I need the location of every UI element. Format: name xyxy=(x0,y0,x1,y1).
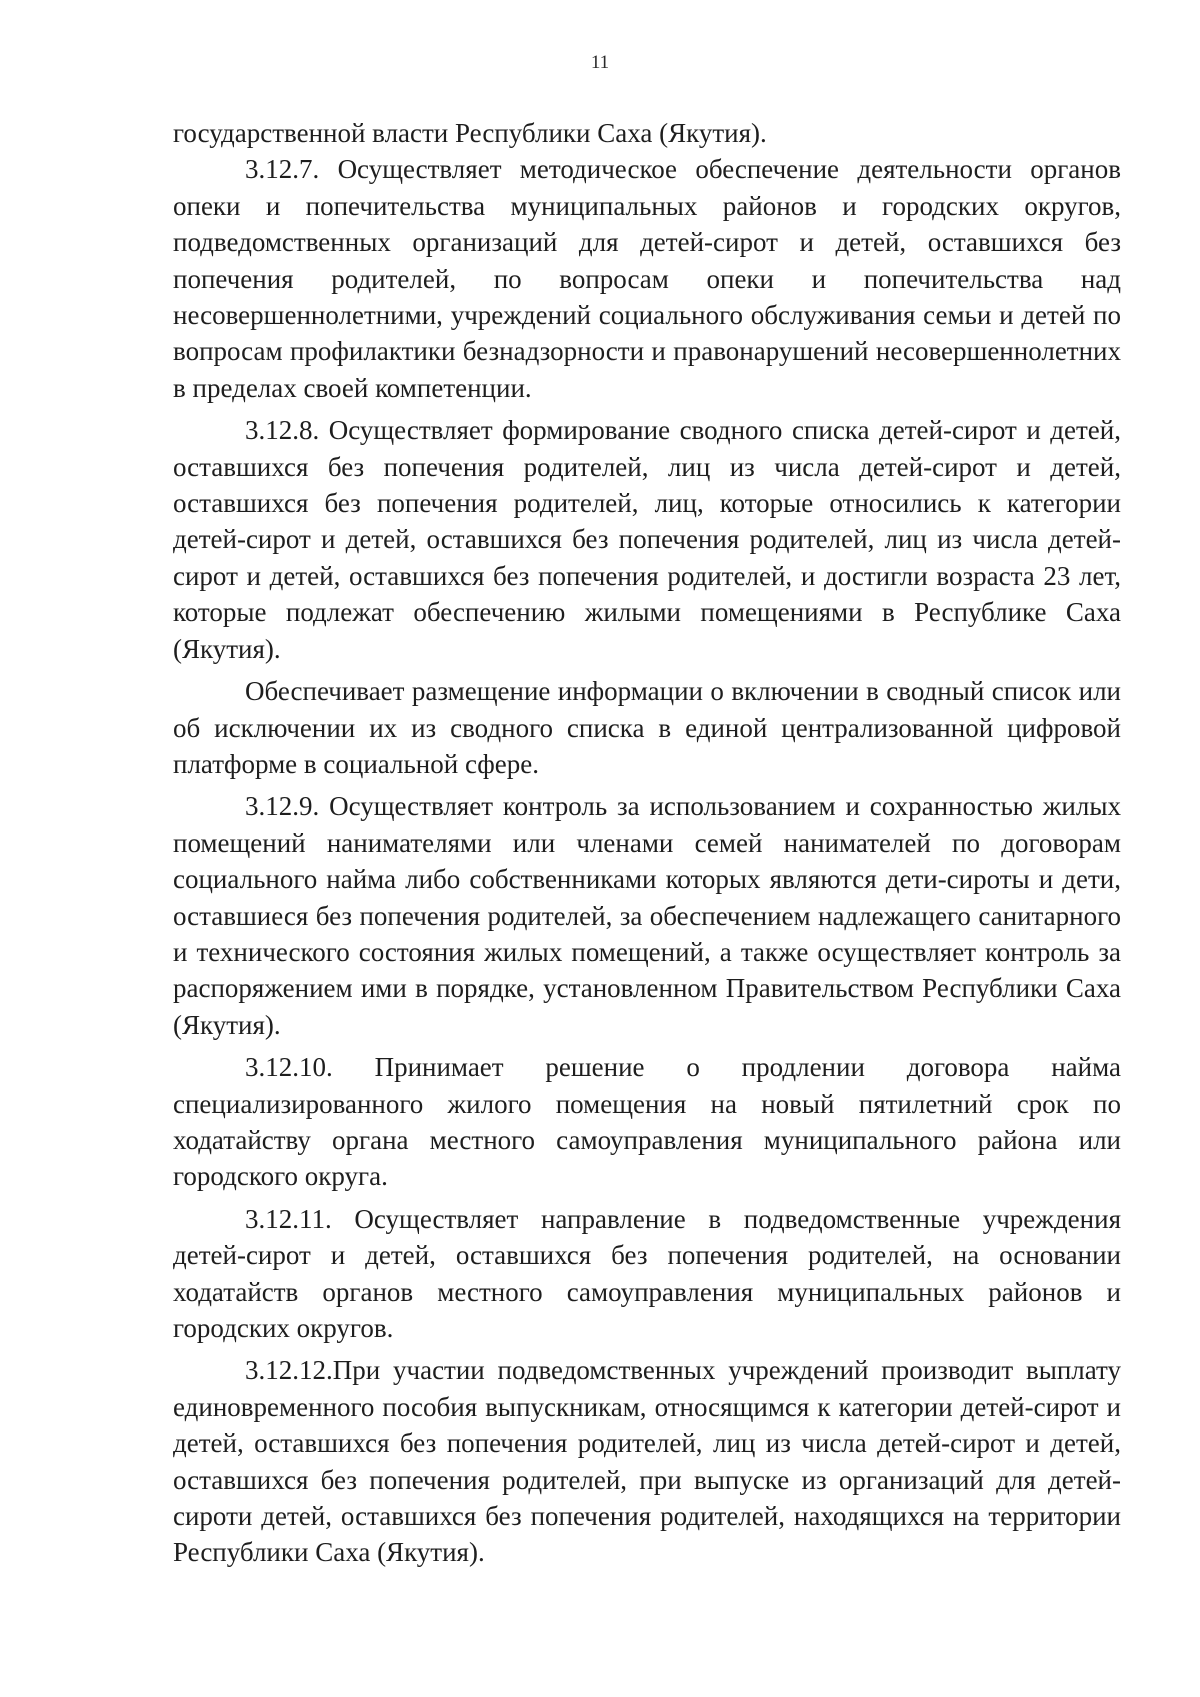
paragraph-3-12-7: 3.12.7. Осуществляет методическое обеспечение деятельности органов опеки и попечительства муниципальных районов и городских округов, подведомственных организаций для детей-сирот и детей, оставшихся без попечения родителей, по вопросам опеки и попечительства над несовершеннолетними, учреждений социального обслуживания семьи и детей по вопросам профилактики безнадзорности и правонарушений несовершеннолетних в пределах своей компетенции. xyxy=(173,154,1121,403)
document-body xyxy=(173,115,1121,1571)
paragraph-3-12-8: 3.12.8. Осуществляет формирование сводного списка детей-сирот и детей, оставшихся без попечения родителей, лиц из числа детей-сирот и детей, оставшихся без попечения родителей, лиц, которые относились к категории детей-сирот и детей, оставшихся без попечения родителей, лиц из числа детей-сирот и детей, оставшихся без попечения родителей, и достигли возраста 23 лет, которые подлежат обеспечению жилыми помещениями в Республике Саха (Якутия). xyxy=(173,415,1121,664)
paragraph-continuation: государственной власти Республики Саха (Якутия). xyxy=(173,118,767,148)
page-number: 11 xyxy=(590,52,610,73)
paragraph-3-12-11: 3.12.11. Осуществляет направление в подведомственные учреждения детей-сирот и детей, оставшихся без попечения родителей, на основании ходатайств органов местного самоуправления муниципальных районов и городских округов. xyxy=(173,1203,1121,1343)
paragraph-3-12-12: 3.12.12.При участии подведомственных учреждений производит выплату единовременного пособия выпускникам, относящимся к категории детей-сирот и детей, оставшихся без попечения родителей, лиц из числа детей-сирот и детей, оставшихся без попечения родителей, при выпуске из организаций для детей-сироти детей, оставшихся без попечения родителей, находящихся на территории Республики Саха (Якутия). xyxy=(173,1355,1121,1568)
paragraph-3-12-10: 3.12.10. Принимает решение о продлении договора найма специализированного жилого помещения на новый пятилетний срок по ходатайству органа местного самоуправления муниципального района или городского округа. xyxy=(173,1052,1121,1192)
paragraph-3-12-9: 3.12.9. Осуществляет контроль за использованием и сохранностью жилых помещений нанимателями или членами семей нанимателей по договорам социального найма либо собственниками которых являются дети-сироты и дети, оставшиеся без попечения родителей, за обеспечением надлежащего санитарного и технического состояния жилых помещений, а также осуществляет контроль за распоряжением ими в порядке, установленном Правительством Республики Саха (Якутия). xyxy=(173,791,1121,1040)
paragraph-3-12-8-continued: Обеспечивает размещение информации о включении в сводный список или об исключении их из сводного списка в единой централизованной цифровой платформе в социальной сфере. xyxy=(173,676,1121,779)
